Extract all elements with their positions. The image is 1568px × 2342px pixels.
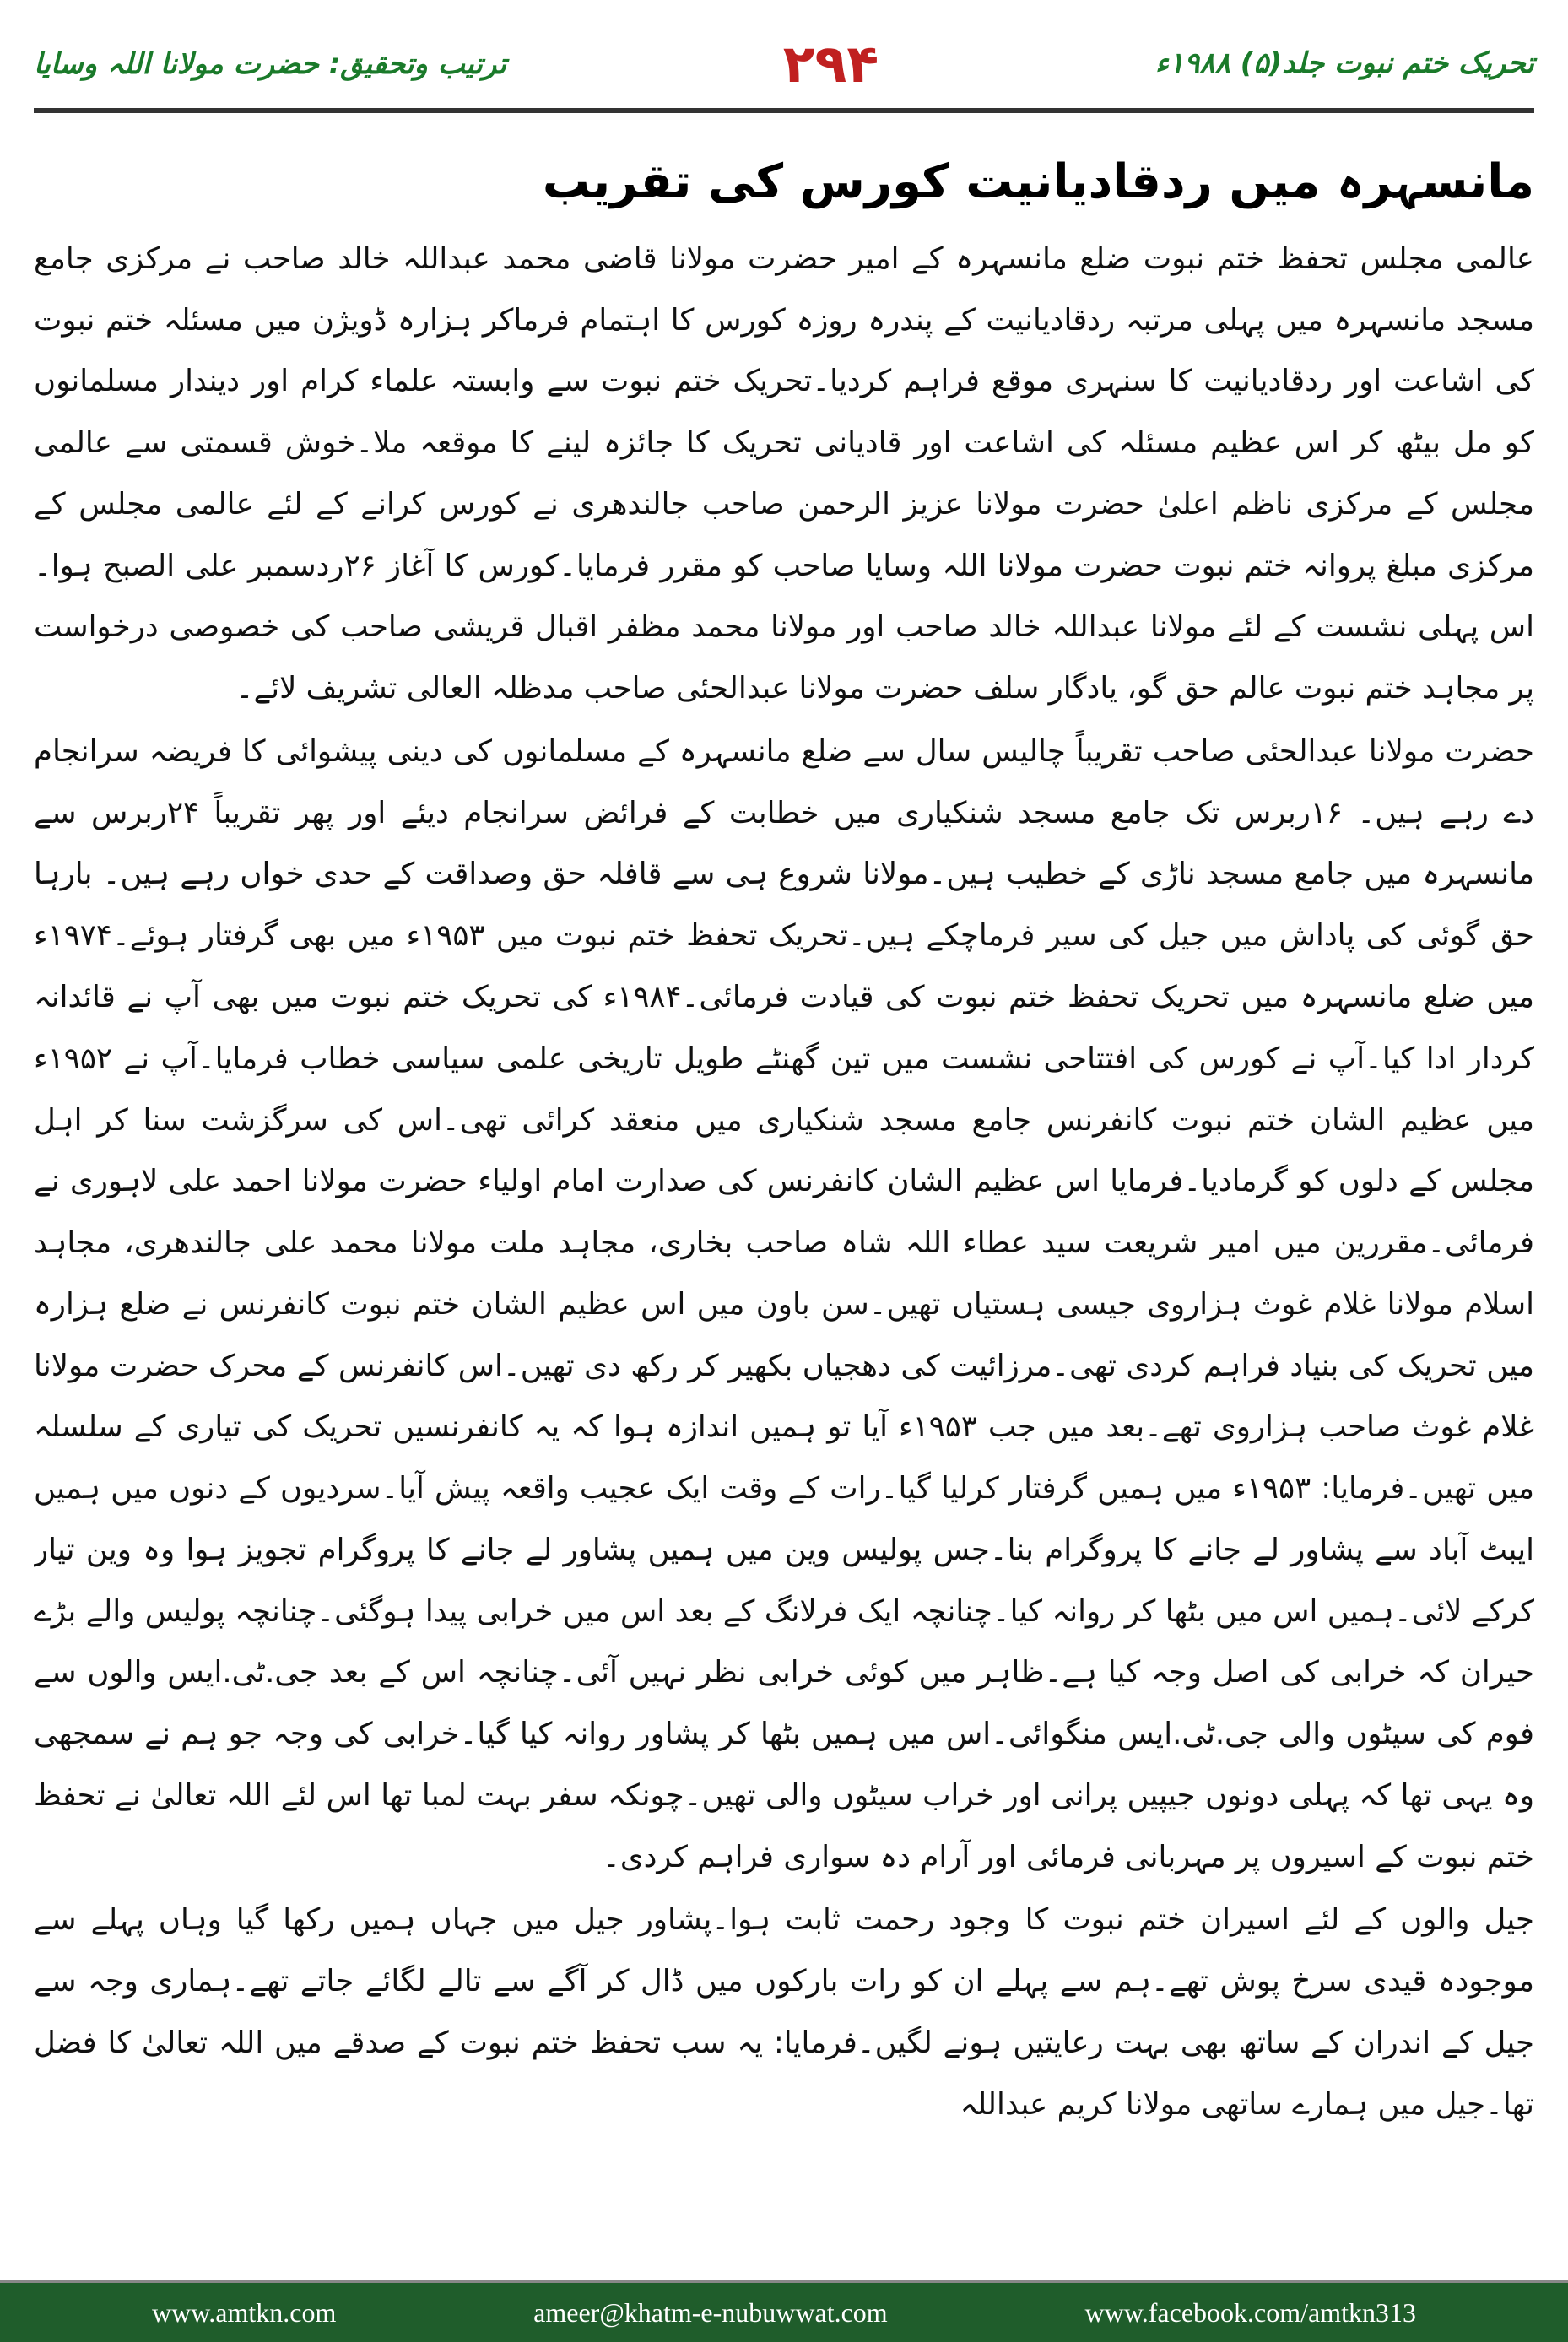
footer-facebook-link[interactable]: www.facebook.com/amtkn313 — [1084, 2296, 1416, 2328]
paragraph-1: عالمی مجلس تحفظ ختم نبوت ضلع مانسہرہ کے امیر حضرت مولانا قاضی محمد عبداللہ خالد صاحب نے مرکزی جامع مسجد مانسہرہ میں پہلی مرتبہ ردقادیانیت کے پندرہ روزہ کورس کا اہتمام فرماکر ہزارہ ڈویژن میں مسئلہ ختم نبوت کی اشاعت اور ردقادیانیت کا سنہری موقع فراہم کردیا۔تحریک ختم نبوت سے وابستہ علماء کرام اور دیندار مسلمانوں کو مل بیٹھ کر اس عظیم مسئلہ کی اشاعت اور قادیانی تحریک کا جائزہ لینے کا موقعہ ملا۔خوش قسمتی سے عالمی مجلس کے مرکزی ناظم اعلیٰ حضرت مولانا عزیز الرحمن صاحب جالندھری نے کورس کرانے کے لئے عالمی مجلس کے مرکزی مبلغ پروانہ ختم نبوت حضرت مولانا اللہ وسایا صاحب کو مقرر فرمایا۔کورس کا آغاز ۲۶ردسمبر علی الصبح ہوا۔اس پہلی نشست کے لئے مولانا عبداللہ خالد صاحب اور مولانا محمد مظفر اقبال قریشی صاحب کی خصوصی درخواست پر مجاہد ختم نبوت عالم حق گو، یادگار سلف حضرت مولانا عبدالحئی صاحب مدظلہ العالی تشریف لائے۔ — [34, 241, 1534, 706]
header-rule — [34, 108, 1534, 113]
article-title: مانسہرہ میں ردقادیانیت کورس کی تقریب — [542, 154, 1534, 209]
header-book-title: تحریک ختم نبوت جلد(۵) ۱۹۸۸ء — [1154, 46, 1534, 80]
page-header — [34, 25, 1534, 101]
article-body — [34, 127, 1534, 2241]
page-number: ۲۹۴ — [782, 32, 879, 95]
page-footer — [0, 2283, 1568, 2342]
footer-website-link[interactable]: www.amtkn.com — [152, 2296, 337, 2328]
header-compiler-credit: ترتیب وتحقیق: حضرت مولانا اللہ وسایا — [34, 46, 507, 81]
paragraph-3: جیل والوں کے لئے اسیران ختم نبوت کا وجود رحمت ثابت ہوا۔پشاور جیل میں جہاں ہمیں رکھا گیا وہاں پہلے سے موجودہ قیدی سرخ پوش تھے۔ہم سے پہلے ان کو رات بارکوں میں ڈال کر آگے سے تالے لگائے جاتے تھے۔ہماری وجہ سے جیل کے اندران کے ساتھ بھی بہت رعایتیں ہونے لگیں۔فرمایا: یہ سب تحفظ ختم نبوت کے صدقے میں اللہ تعالیٰ کا فضل تھا۔جیل میں ہمارے ساتھی مولانا کریم عبداللہ — [34, 1902, 1534, 2122]
footer-email-link[interactable]: ameer@khatm-e-nubuwwat.com — [533, 2296, 888, 2328]
paragraph-2: حضرت مولانا عبدالحئی صاحب تقریباً چالیس سال سے ضلع مانسہرہ کے مسلمانوں کی دینی پیشوائی کا فریضہ سرانجام دے رہے ہیں۔ ۱۶ربرس تک جامع مسجد شنکیاری میں خطابت کے فرائض سرانجام دیئے اور پھر تقریباً ۲۴ربرس سے مانسہرہ میں جامع مسجد ناڑی کے خطیب ہیں۔مولانا شروع ہی سے قافلہ حق وصداقت کے حدی خواں رہے ہیں۔ بارہا حق گوئی کی پاداش میں جیل کی سیر فرماچکے ہیں۔تحریک تحفظ ختم نبوت میں ۱۹۵۳ء میں بھی گرفتار ہوئے۔۱۹۷۴ء میں ضلع مانسہرہ میں تحریک تحفظ ختم نبوت کی قیادت فرمائی۔۱۹۸۴ء کی تحریک ختم نبوت میں بھی آپ نے قائدانہ کردار ادا کیا۔آپ نے کورس کی افتتاحی نشست میں تین گھنٹے طویل تاریخی علمی سیاسی خطاب فرمایا۔آپ نے ۱۹۵۲ء میں عظیم الشان ختم نبوت کانفرنس جامع مسجد شنکیاری میں منعقد کرائی تھی۔اس کی سرگزشت سنا کر اہل مجلس کے دلوں کو گرمادیا۔فرمایا اس عظیم الشان کانفرنس کی صدارت امام اولیاء حضرت مولانا احمد علی لاہوری نے فرمائی۔مقررین میں امیر شریعت سید عطاء اللہ شاہ صاحب بخاری، مجاہد ملت مولانا محمد علی جالندھری، مجاہد اسلام مولانا غلام غوث ہزاروی جیسی ہستیاں تھیں۔سن باون میں اس عظیم الشان ختم نبوت کانفرنس نے ضلع ہزارہ میں تحریک کی بنیاد فراہم کردی تھی۔مرزائیت کی دھجیاں بکھیر کر رکھ دی تھیں۔اس کانفرنس کے محرک حضرت مولانا غلام غوث صاحب ہزاروی تھے۔بعد میں جب ۱۹۵۳ء آیا تو ہمیں اندازہ ہوا کہ یہ کانفرنسیں تحریک کی تیاری کے سلسلہ میں تھیں۔فرمایا: ۱۹۵۳ء میں ہمیں گرفتار کرلیا گیا۔رات کے وقت ایک عجیب واقعہ پیش آیا۔سردیوں کے دنوں میں ہمیں ایبٹ آباد سے پشاور لے جانے کا پروگرام بنا۔جس پولیس وین میں ہمیں پشاور لے جانے کا پروگرام تجویز ہوا وہ وین تیار کرکے لائی۔ہمیں اس میں بٹھا کر روانہ کیا۔چنانچہ ایک فرلانگ کے بعد اس میں خرابی پیدا ہوگئی۔چنانچہ پولیس والے بڑے حیران کہ خرابی کی اصل وجہ کیا ہے۔ظاہر میں کوئی خرابی نظر نہیں آئی۔چنانچہ اس کے بعد جی.ٹی.ایس والوں سے فوم کی سیٹوں والی جی.ٹی.ایس منگوائی۔اس میں ہمیں بٹھا کر پشاور روانہ کیا گیا۔خرابی کی وجہ جو ہم نے سمجھی وہ یہی تھا کہ پہلی دونوں جیپیں پرانی اور خراب سیٹوں والی تھیں۔چونکہ سفر بہت لمبا تھا اس لئے اللہ تعالیٰ نے تحفظ ختم نبوت کے اسیروں پر مہربانی فرمائی اور آرام دہ سواری فراہم کردی۔ — [34, 733, 1534, 1874]
